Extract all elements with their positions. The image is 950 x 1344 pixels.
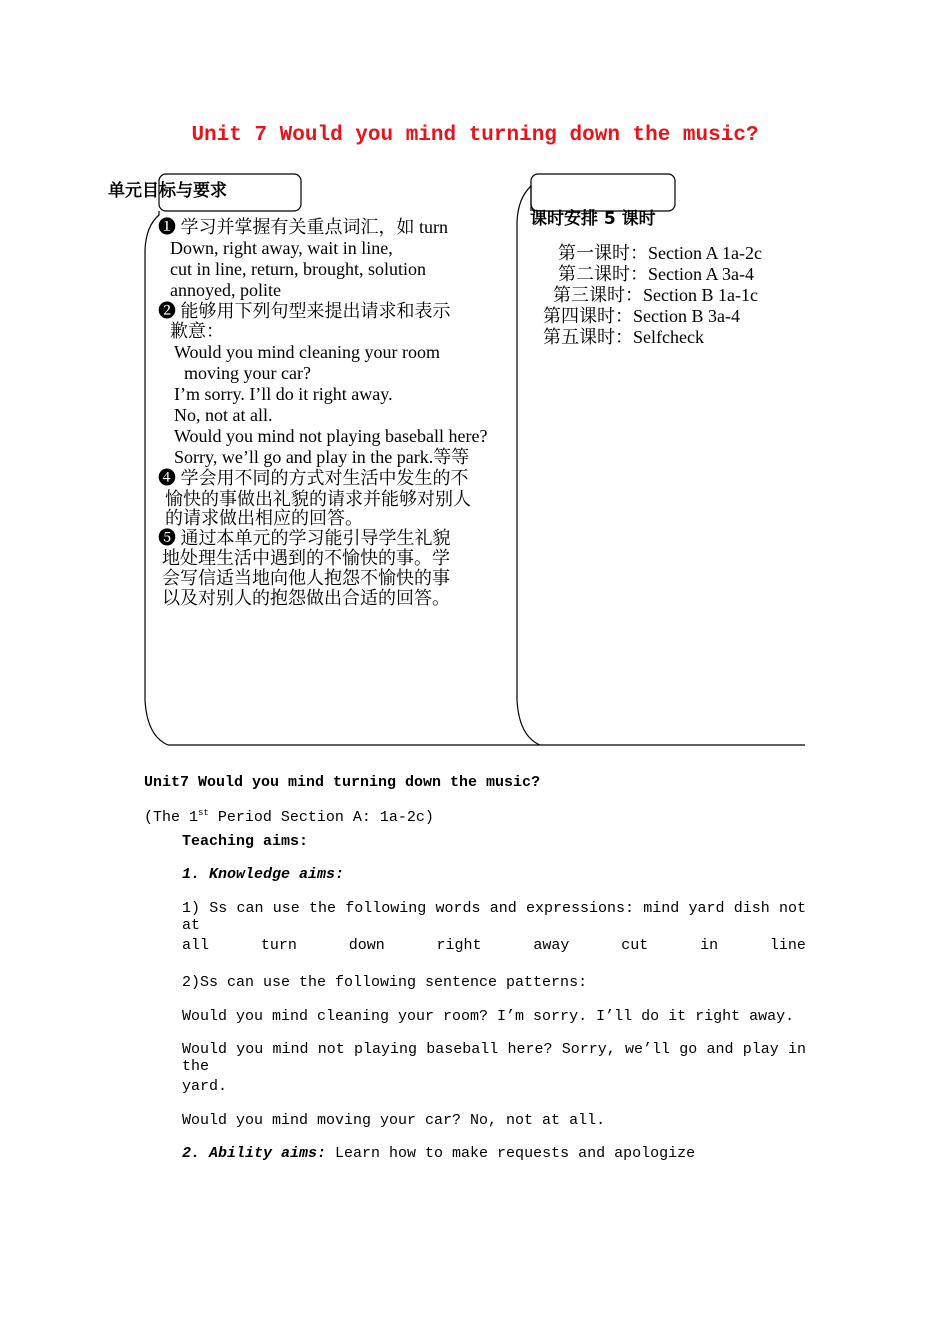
ability-aims-text: Learn how to make requests and apologize: [326, 1145, 696, 1162]
knowledge-line: 1) Ss can use the following words and expressions: mind yard dish not at: [182, 900, 806, 934]
word: down: [348, 937, 385, 954]
goals-heading: 单元目标与要求: [108, 181, 227, 201]
goals-line: Would you mind not playing baseball here?: [174, 426, 488, 446]
goals-line: Would you mind cleaning your room: [174, 342, 441, 362]
word: all: [182, 937, 210, 954]
schedule-line: 第二课时：Section A 3a-4: [558, 264, 754, 284]
unit-heading: Unit7 Would you mind turning down the music?: [144, 774, 541, 791]
goals-line: 地处理生活中遇到的不愉快的事。学: [162, 548, 450, 568]
sentence-pattern: Would you mind moving your car? No, not at all.: [182, 1112, 606, 1129]
schedule-box-left-edge: [517, 186, 540, 745]
word: away: [533, 937, 570, 954]
ability-aims-heading: 2. Ability aims:: [182, 1145, 327, 1162]
schedule-heading: 课时安排 5 课时: [530, 209, 656, 229]
goals-line: ❷ 能够用下列句型来提出请求和表示: [158, 301, 451, 321]
goals-line: ❹ 学会用不同的方式对生活中发生的不: [158, 468, 469, 488]
word: cut: [621, 937, 649, 954]
knowledge-word-row: [182, 937, 806, 954]
schedule-line: 第三课时：Section B 1a-1c: [553, 285, 758, 305]
goals-line: moving your car?: [184, 363, 311, 383]
goals-line: Sorry, we’ll go and play in the park.等等: [174, 447, 470, 467]
word: line: [769, 937, 806, 954]
goals-line: ❶ 学习并掌握有关重点词汇，如 turn: [158, 217, 448, 237]
goals-line: 的请求做出相应的回答。: [165, 508, 363, 528]
knowledge-aims-heading: 1. Knowledge aims:: [182, 866, 345, 883]
goals-line: 以及对别人的抱怨做出合适的回答。: [162, 588, 450, 608]
sentence-pattern-continued: yard.: [182, 1078, 228, 1095]
page-title: Unit 7 Would you mind turning down the music?: [191, 124, 759, 147]
period-label: (The 1st Period Section A: 1a-2c): [144, 808, 434, 826]
schedule-line: 第四课时：Section B 3a-4: [543, 306, 740, 326]
goals-line: annoyed, polite: [170, 280, 281, 300]
goals-line: ❺ 通过本单元的学习能引导学生礼貌: [158, 528, 451, 548]
ability-aims-line: [182, 1145, 695, 1162]
goals-line: 愉快的事做出礼貌的请求并能够对别人: [165, 489, 471, 509]
goals-line: I’m sorry. I’ll do it right away.: [174, 384, 393, 404]
sentence-pattern: Would you mind cleaning your room? I’m sorry. I’ll do it right away.: [182, 1008, 795, 1025]
goals-line: No, not at all.: [174, 405, 273, 425]
goals-line: 歉意：: [170, 321, 224, 341]
goals-line: cut in line, return, brought, solution: [170, 259, 426, 279]
goals-line: 会写信适当地向他人抱怨不愉快的事: [162, 568, 450, 588]
teaching-aims-heading: Teaching aims:: [182, 833, 309, 850]
word: turn: [260, 937, 297, 954]
goals-line: Down, right away, wait in line,: [170, 238, 393, 258]
word: in: [700, 937, 719, 954]
sentence-pattern: Would you mind not playing baseball here? Sorry, we’ll go and play in the: [182, 1041, 806, 1075]
schedule-line: 第一课时：Section A 1a-2c: [558, 243, 762, 263]
schedule-line: 第五课时：Selfcheck: [543, 327, 704, 347]
sentence-patterns-line: 2)Ss can use the following sentence patterns:: [182, 974, 588, 991]
word: right: [436, 937, 482, 954]
